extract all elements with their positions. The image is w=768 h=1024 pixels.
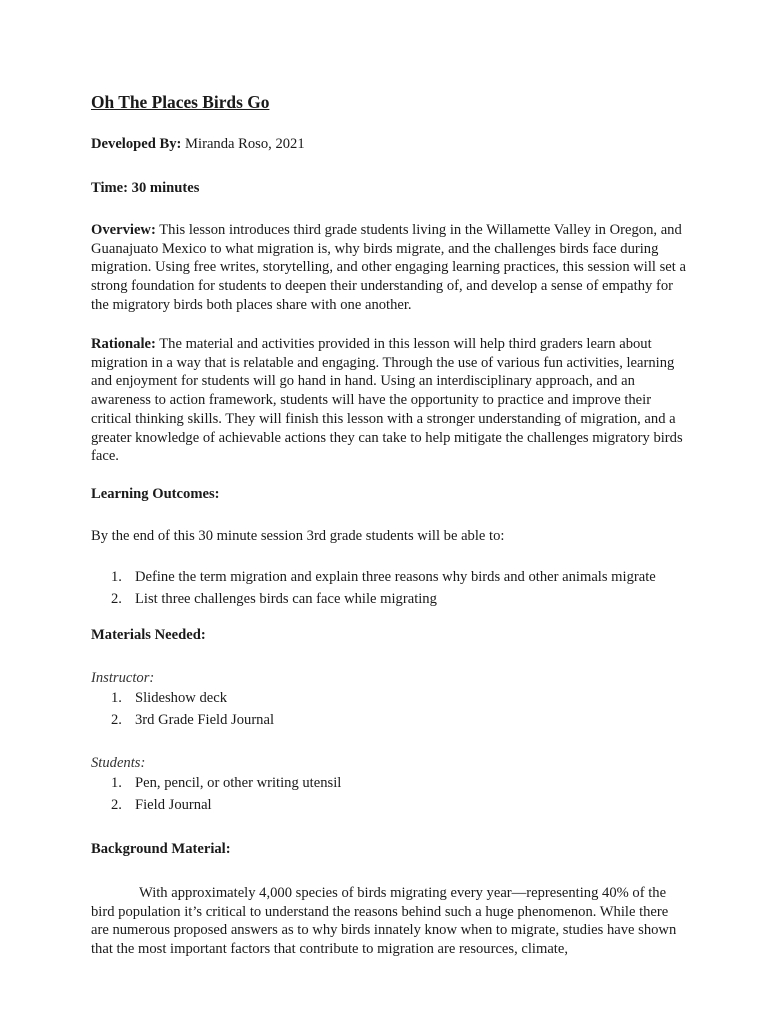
list-item-text: Field Journal bbox=[135, 796, 212, 813]
student-materials-list bbox=[111, 773, 341, 816]
materials-heading: Materials Needed: bbox=[91, 627, 206, 643]
list-item-text: 3rd Grade Field Journal bbox=[135, 711, 275, 728]
list-number: 1. bbox=[111, 775, 122, 791]
list-item-text: List three challenges birds can face while migrating bbox=[135, 590, 437, 607]
list-item-text: Define the term migration and explain three reasons why birds and other animals migrate bbox=[135, 569, 656, 585]
list-item bbox=[111, 567, 656, 589]
list-item bbox=[111, 589, 656, 611]
background-heading: Background Material: bbox=[91, 841, 231, 857]
list-item-text: Slideshow deck bbox=[135, 690, 228, 706]
overview-paragraph bbox=[91, 221, 686, 315]
learning-outcomes-heading: Learning Outcomes: bbox=[91, 486, 220, 502]
rationale-paragraph bbox=[91, 335, 686, 466]
learning-outcomes-intro: By the end of this 30 minute session 3rd grade students will be able to: bbox=[91, 528, 505, 544]
overview-text: This lesson introduces third grade students living in the Willamette Valley in Oregon, and Guanajuato Mexico to what migration is, why birds migrate, and the challenges birds face during migration. Using free writes, storytelling, and other engaging learning practices, this session will set a strong foundation for students to deepen their understanding of, and develop a sense of empathy for the migratory birds both places share with one another. bbox=[91, 222, 686, 313]
list-number: 1. bbox=[111, 569, 122, 585]
developed-by-value: Miranda Roso, 2021 bbox=[181, 136, 305, 152]
learning-outcomes-list bbox=[111, 567, 656, 610]
developed-by-line bbox=[91, 136, 305, 153]
background-paragraph: With approximately 4,000 species of birds migrating every year—representing 40% of the bird population it’s critical to understand the reasons behind such a huge phenomenon. While there are numerous proposed answers as to why birds innately know when to migrate, studies have shown that the most important factors that contribute to migration are resources, climate, bbox=[91, 885, 677, 958]
document-title: Oh The Places Birds Go bbox=[91, 92, 270, 112]
rationale-text: The material and activities provided in this lesson will help third graders learn about migration in a way that is relatable and engaging. Through the use of various fun activities, learning and enjoyment for students will go hand in hand. Using an interdisciplinary approach, and an awareness to action framework, students will have the opportunity to practice and improve their critical thinking skills. They will finish this lesson with a stronger understanding of migration, and a greater knowledge of achievable actions they can take to help mitigate the challenges migratory birds face. bbox=[91, 336, 683, 465]
list-item bbox=[111, 710, 274, 732]
instructor-label: Instructor: bbox=[91, 670, 155, 686]
developed-by-label: Developed By: bbox=[91, 136, 182, 152]
rationale-label: Rationale: bbox=[91, 336, 156, 352]
list-number: 2. bbox=[111, 796, 122, 813]
time-line: Time: 30 minutes bbox=[91, 180, 200, 196]
list-number: 1. bbox=[111, 690, 122, 706]
overview-label: Overview: bbox=[91, 222, 156, 238]
students-label: Students: bbox=[91, 755, 146, 771]
list-number: 2. bbox=[111, 590, 122, 607]
list-item bbox=[111, 795, 341, 817]
list-number: 2. bbox=[111, 711, 122, 728]
list-item bbox=[111, 688, 274, 710]
list-item bbox=[111, 773, 341, 795]
list-item-text: Pen, pencil, or other writing utensil bbox=[135, 775, 342, 791]
instructor-materials-list bbox=[111, 688, 274, 731]
